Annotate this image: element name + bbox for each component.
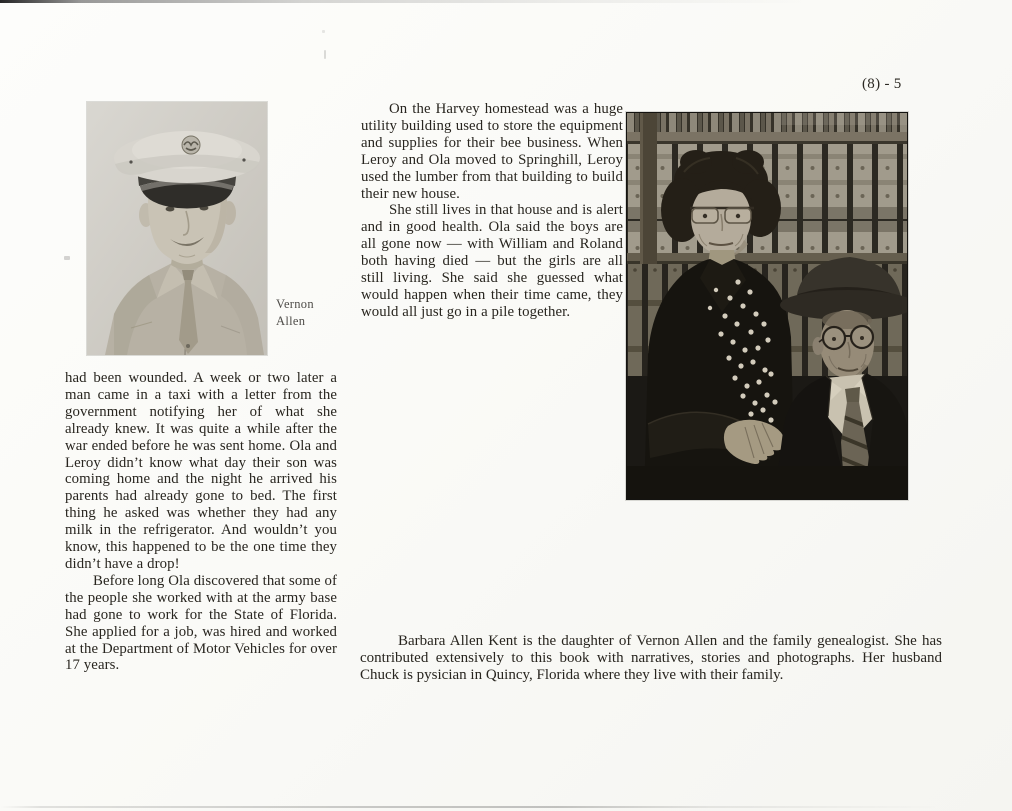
vernon-portrait-illustration bbox=[87, 102, 267, 355]
photo-elderly-couple bbox=[626, 112, 908, 500]
footer-text-block bbox=[360, 633, 942, 685]
photo-caption-vernon-allen bbox=[276, 296, 336, 330]
scan-speck bbox=[324, 50, 326, 59]
paragraph-she-still-lives: She still lives in that house and is alert and in good health. Ola said the boys are all gone now — with William and Roland both having died — but the girls are all still living. She said she guessed what would happen when their time came, they would all just go in a pile together. bbox=[361, 202, 623, 320]
scan-edge-artifact-bottom bbox=[0, 806, 1012, 808]
scan-speck bbox=[64, 256, 70, 260]
page-number: (8) - 5 bbox=[862, 76, 902, 92]
caption-line-1: Vernon bbox=[276, 297, 314, 311]
paragraph-had-been-wounded: had been wounded. A week or two later a man came in a taxi with a letter from the government notifying her of what she already knew. It was quite a while after the war ended before he was sent home. Ola and Leroy didn’t know what day their son was coming home and the night he arrived his parents had already gone to bed. The first thing he asked was whether they had any milk in the refrigerator. And wouldn’t you know, this happened to be the one time they didn’t have a drop! bbox=[65, 370, 337, 572]
paragraph-harvey-homestead: On the Harvey homestead was a huge utility building used to store the equipment and supplies for their bee business. When Leroy and Ola moved to Springhill, Leroy used the lumber from that building to build their new house. bbox=[361, 101, 623, 202]
paragraph-barbara-allen-kent: Barbara Allen Kent is the daughter of Vernon Allen and the family genealogist. She has contributed extensively to this book with narratives, stories and photographs. Her husband Chuck is pysician in Quincy, Florida where they live with their family. bbox=[360, 633, 942, 684]
scan-edge-artifact-top bbox=[0, 0, 1012, 3]
middle-text-column bbox=[361, 101, 623, 321]
photo-vernon-allen bbox=[87, 102, 267, 355]
couple-portrait-illustration bbox=[626, 112, 908, 500]
caption-line-2: Allen bbox=[276, 314, 306, 328]
paragraph-before-long-ola: Before long Ola discovered that some of the people she worked with at the army base had gone to work for the State of Florida. She applied for a job, was hired and worked at the Department of Motor Vehicles for over 17 years. bbox=[65, 572, 337, 674]
left-text-column bbox=[65, 370, 337, 674]
scan-speck bbox=[322, 30, 325, 33]
